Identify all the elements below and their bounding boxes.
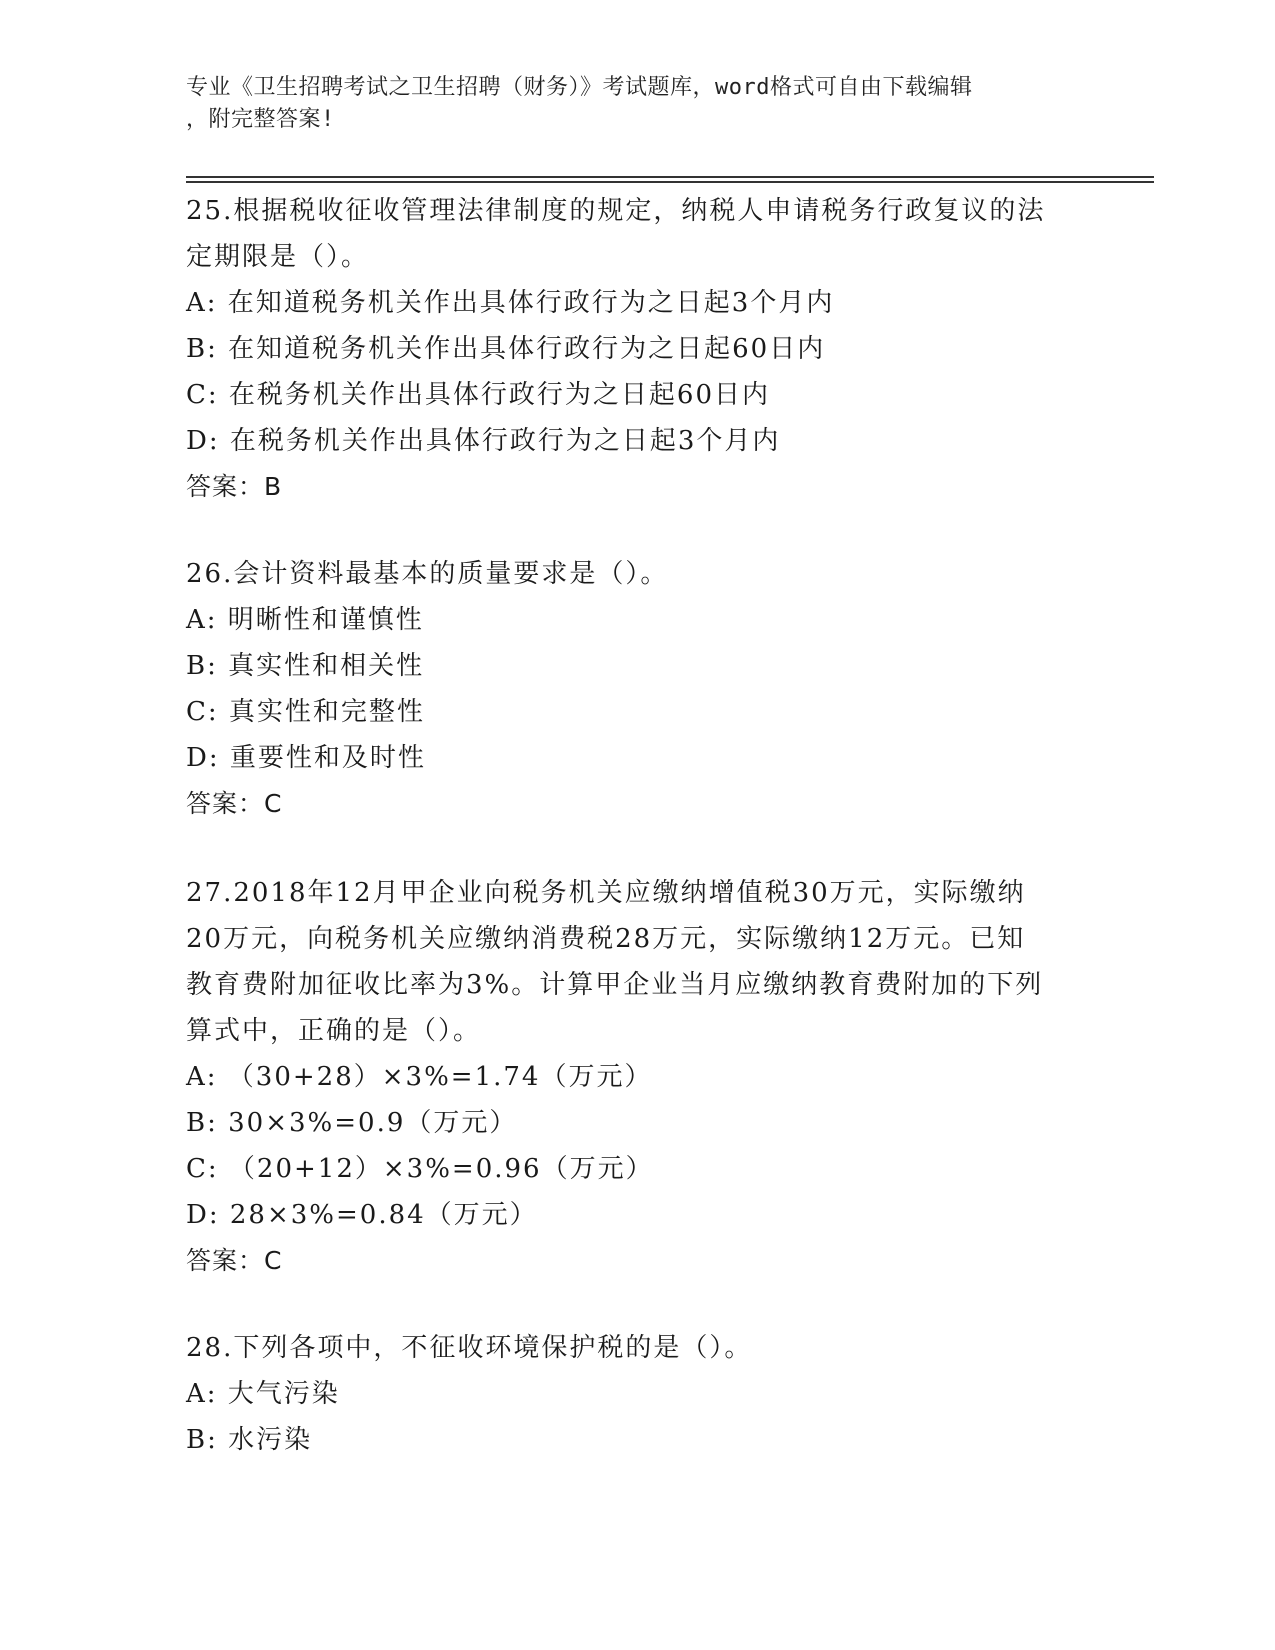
- question-28: [186, 1325, 1086, 1463]
- question-stem-line: 教育费附加征收比率为3%。计算甲企业当月应缴纳教育费附加的下列: [186, 970, 1044, 1000]
- option-a: A: 大气污染: [186, 1379, 340, 1409]
- option-d: D: 在税务机关作出具体行政行为之日起3个月内: [186, 426, 781, 456]
- question-stem-line: 20万元，向税务机关应缴纳消费税28万元，实际缴纳12万元。已知: [186, 924, 1026, 954]
- question-26: [186, 551, 1086, 827]
- option-b: B: 在知道税务机关作出具体行政行为之日起60日内: [186, 334, 826, 364]
- option-a: A: 在知道税务机关作出具体行政行为之日起3个月内: [186, 288, 835, 318]
- question-stem-line: 27.2018年12月甲企业向税务机关应缴纳增值税30万元，实际缴纳: [186, 878, 1026, 908]
- option-c: C: （20+12）×3%=0.96（万元）: [186, 1154, 654, 1184]
- option-c: C: 真实性和完整性: [186, 697, 425, 727]
- option-d: D: 重要性和及时性: [186, 743, 426, 773]
- option-b: B: 真实性和相关性: [186, 651, 425, 681]
- option-c: C: 在税务机关作出具体行政行为之日起60日内: [186, 380, 771, 410]
- option-d: D: 28×3%=0.84（万元）: [186, 1200, 538, 1230]
- question-stem-line: 28.下列各项中，不征收环境保护税的是（）。: [186, 1333, 753, 1363]
- document-header: [186, 72, 1066, 136]
- question-stem-line: 25.根据税收征收管理法律制度的规定，纳税人申请税务行政复议的法: [186, 196, 1046, 226]
- option-b: B: 30×3%=0.9（万元）: [186, 1108, 518, 1138]
- header-divider-bottom: [186, 181, 1154, 183]
- header-divider-top: [186, 176, 1154, 178]
- answer: 答案：B: [186, 472, 283, 501]
- answer: 答案：C: [186, 789, 283, 818]
- question-27: [186, 870, 1086, 1284]
- question-25: [186, 188, 1086, 510]
- header-line-2: ，附完整答案!: [186, 107, 335, 132]
- question-stem-line: 算式中，正确的是（）。: [186, 1016, 482, 1046]
- option-a: A: （30+28）×3%=1.74（万元）: [186, 1062, 653, 1092]
- option-b: B: 水污染: [186, 1425, 313, 1455]
- question-stem-line: 定期限是（）。: [186, 242, 370, 272]
- question-stem-line: 26.会计资料最基本的质量要求是（）。: [186, 559, 669, 589]
- header-line-1: 专业《卫生招聘考试之卫生招聘（财务）》考试题库，word格式可自由下载编辑: [186, 75, 973, 100]
- option-a: A: 明晰性和谨慎性: [186, 605, 424, 635]
- answer: 答案：C: [186, 1246, 283, 1275]
